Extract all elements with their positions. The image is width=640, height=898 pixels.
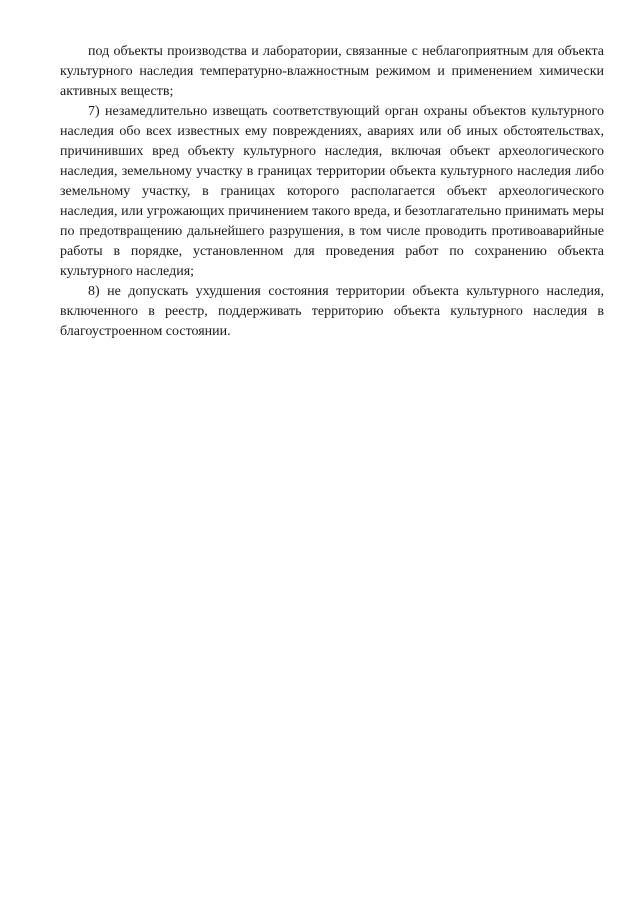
paragraph-continuation: под объекты производства и лаборатории, связанные с неблагоприятным для объекта культурного наследия температурно-влажностным режимом и применением химически активных веществ; xyxy=(60,44,604,99)
paragraph-item-8: 8) не допускать ухудшения состояния территории объекта культурного наследия, включенного в реестр, поддерживать территорию объекта культурного наследия в благоустроенном состоянии. xyxy=(60,284,604,339)
paragraph-item-7: 7) незамедлительно извещать соответствующий орган охраны объектов культурного наследия обо всех известных ему повреждениях, авариях или об иных обстоятельствах, причинивших вред объекту культурного наследия, включая объект археологического наследия, земельному участку в границах территории объекта культурного наследия либо земельному участку, в границах которого располагается объект археологического наследия, или угрожающих причинением такого вреда, и безотлагательно принимать меры по предотвращению дальнейшего разрушения, в том числе проводить противоаварийные работы в порядке, установленном для проведения работ по сохранению объекта культурного наследия; xyxy=(60,104,604,279)
document-body xyxy=(60,42,604,342)
